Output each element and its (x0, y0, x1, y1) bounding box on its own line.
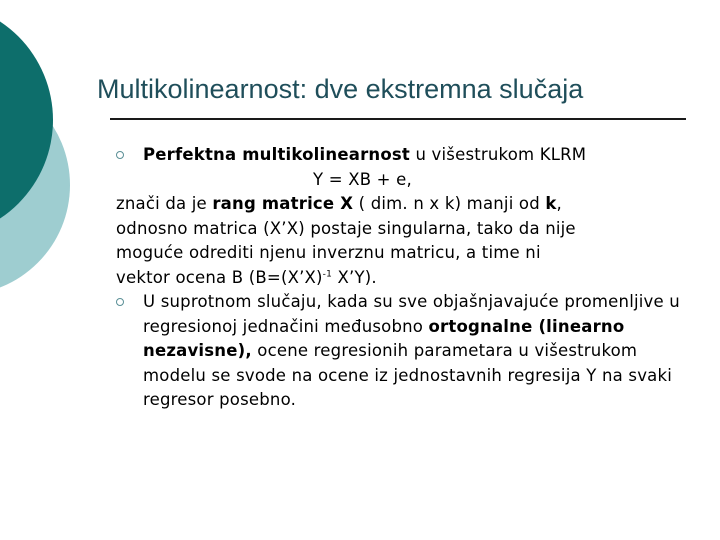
bullet-item-perfect (116, 143, 686, 168)
superscript: -1 (322, 269, 333, 279)
bullet-item-orthogonal (116, 290, 686, 413)
bold-k: k (545, 194, 557, 213)
paragraph-line-3: moguće odrediti njenu inverznu matricu, a time ni (116, 243, 541, 262)
slide-title: Multikolinearnost: dve ekstremna slučaja (97, 74, 584, 104)
decorative-circles (0, 0, 120, 300)
title-underline (110, 118, 686, 120)
text-span: ocene regresionih parametara u višestrukom modelu se svode na ocene iz jednostavnih regresija Y na svaki regresor posebno. (143, 341, 673, 409)
text-span: , (556, 194, 562, 213)
bold-orthogonal: ortognalne (linearno nezavisne), (143, 316, 625, 360)
bullet-circle-icon (116, 298, 124, 306)
paragraph-line-2: odnosno matrica (X’X) postaje singularna, tako da nije (116, 218, 576, 238)
text-span: znači da je (116, 194, 213, 213)
text-span: ( dim. n x k) manji od (353, 194, 546, 213)
slide-body (116, 143, 686, 413)
lead-rest: u višestrukom KLRM (410, 145, 587, 164)
bold-rank-matrix: rang matrice X (212, 194, 354, 213)
bold-lead: Perfektna multikolinearnost (143, 145, 410, 164)
bullet-circle-icon (116, 151, 124, 159)
equation: Y = XB + e, (313, 169, 412, 189)
text-span: U suprotnom slučaju, kada su sve objašnjavajuće promenljive u regresionoj jednačini međusobno (143, 292, 680, 336)
text-span: vektor ocena B (B=(X’X) (116, 267, 323, 287)
paragraph-line-4 (116, 266, 686, 291)
text-span: X’Y). (332, 267, 377, 287)
paragraph-line-1 (116, 192, 686, 217)
